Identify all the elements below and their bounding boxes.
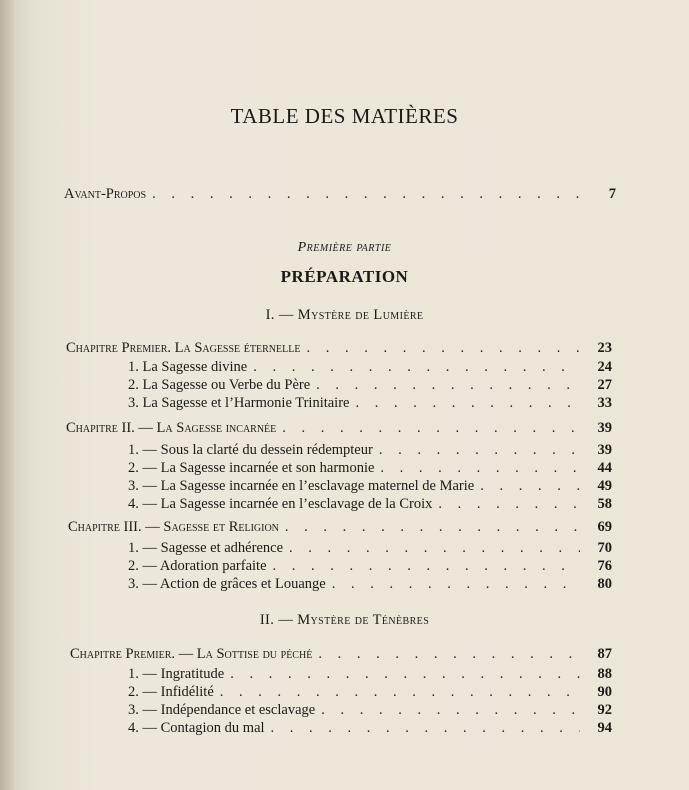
section-heading-mystery-2: II. — Mystère de Ténèbres <box>259 612 430 628</box>
leader-dots <box>332 576 580 593</box>
toc-entry-section <box>128 359 612 376</box>
toc-entry-section <box>128 377 612 394</box>
part-title: PRÉPARATION <box>280 267 409 286</box>
toc-page-number: 39 <box>597 420 612 436</box>
toc-entry-chapter <box>66 340 612 357</box>
toc-page-number: 7 <box>608 186 616 202</box>
page-title: TABLE DES MATIÈRES <box>230 104 459 128</box>
toc-page-number: 88 <box>597 666 612 682</box>
toc-page-number: 76 <box>597 558 612 574</box>
toc-page-number: 39 <box>597 442 612 458</box>
toc-page-number: 49 <box>597 478 612 494</box>
toc-entry-chapter <box>66 420 612 437</box>
toc-page-number: 87 <box>597 646 612 662</box>
toc-entry-section <box>128 558 612 575</box>
part-label: Première partie <box>297 240 392 255</box>
toc-entry-section <box>128 666 612 683</box>
toc-page-number: 90 <box>597 684 612 700</box>
leader-dots <box>379 442 580 459</box>
toc-entry-label: Avant-Propos <box>64 186 147 202</box>
toc-entry-label: Chapitre II. — La Sagesse incarnée <box>66 420 277 436</box>
leader-dots <box>273 558 580 575</box>
toc-entry-section <box>128 540 612 557</box>
toc-entry-section <box>128 702 612 719</box>
leader-dots <box>380 460 580 477</box>
toc-entry-label: 3. La Sagesse et l’Harmonie Trinitaire <box>128 395 350 411</box>
toc-entry-label: 2. — Infidélité <box>128 684 214 700</box>
toc-entry-label: 3. — Indépendance et esclavage <box>128 702 316 718</box>
toc-entry-avant-propos <box>64 186 616 203</box>
toc-entry-section <box>128 395 612 412</box>
leader-dots <box>285 519 580 536</box>
toc-entry-label: Chapitre Premier. La Sagesse éternelle <box>66 340 301 356</box>
toc-entry-label: 3. — La Sagesse incarnée en l’esclavage maternel de Marie <box>128 478 475 494</box>
leader-dots <box>316 377 580 394</box>
toc-entry-label: 4. — La Sagesse incarnée en l’esclavage de la Croix <box>128 496 433 512</box>
toc-entry-label: 1. — Ingratitude <box>128 666 225 682</box>
leader-dots <box>480 478 580 495</box>
toc-page-number: 92 <box>597 702 612 718</box>
leader-dots <box>271 720 580 737</box>
leader-dots <box>230 666 580 683</box>
leader-dots <box>355 395 580 412</box>
toc-entry-section <box>128 442 612 459</box>
toc-entry-label: 1. La Sagesse divine <box>128 359 248 375</box>
toc-page-number: 27 <box>597 377 612 393</box>
toc-entry-section <box>128 684 612 701</box>
toc-entry-label: Chapitre III. — Sagesse et Religion <box>68 519 279 535</box>
toc-page-number: 69 <box>597 519 612 535</box>
toc-entry-section <box>128 576 612 593</box>
toc-entry-chapter <box>68 519 612 536</box>
toc-page-number: 58 <box>597 496 612 512</box>
toc-entry-label: 1. — Sagesse et adhérence <box>128 540 284 556</box>
toc-entry-section <box>128 496 612 513</box>
toc-entry-label: 3. — Action de grâces et Louange <box>128 576 326 592</box>
leader-dots <box>220 684 580 701</box>
toc-page-number: 70 <box>597 540 612 556</box>
leader-dots <box>289 540 580 557</box>
toc-page-number: 94 <box>597 720 612 736</box>
leader-dots <box>306 340 580 357</box>
leader-dots <box>152 186 584 203</box>
toc-entry-chapter <box>70 646 612 663</box>
leader-dots <box>321 702 580 719</box>
toc-page-number: 44 <box>597 460 612 476</box>
leader-dots <box>318 646 580 663</box>
toc-page-number: 24 <box>597 359 612 375</box>
leader-dots <box>282 420 580 437</box>
toc-entry-label: 2. — La Sagesse incarnée et son harmonie <box>128 460 375 476</box>
toc-entry-label: 2. La Sagesse ou Verbe du Père <box>128 377 311 393</box>
toc-entry-label: 4. — Contagion du mal <box>128 720 265 736</box>
toc-page-number: 33 <box>597 395 612 411</box>
toc-entry-section <box>128 478 612 495</box>
toc-entry-section <box>128 460 612 477</box>
toc-entry-label: 2. — Adoration parfaite <box>128 558 267 574</box>
toc-page-number: 23 <box>597 340 612 356</box>
section-heading-mystery-1: I. — Mystère de Lumière <box>265 307 424 323</box>
toc-entry-label: 1. — Sous la clarté du dessein rédempteur <box>128 442 373 458</box>
leader-dots <box>438 496 580 513</box>
leader-dots <box>253 359 580 376</box>
toc-entry-label: Chapitre Premier. — La Sottise du péché <box>70 646 313 662</box>
toc-page-number: 80 <box>597 576 612 592</box>
toc-entry-section <box>128 720 612 737</box>
